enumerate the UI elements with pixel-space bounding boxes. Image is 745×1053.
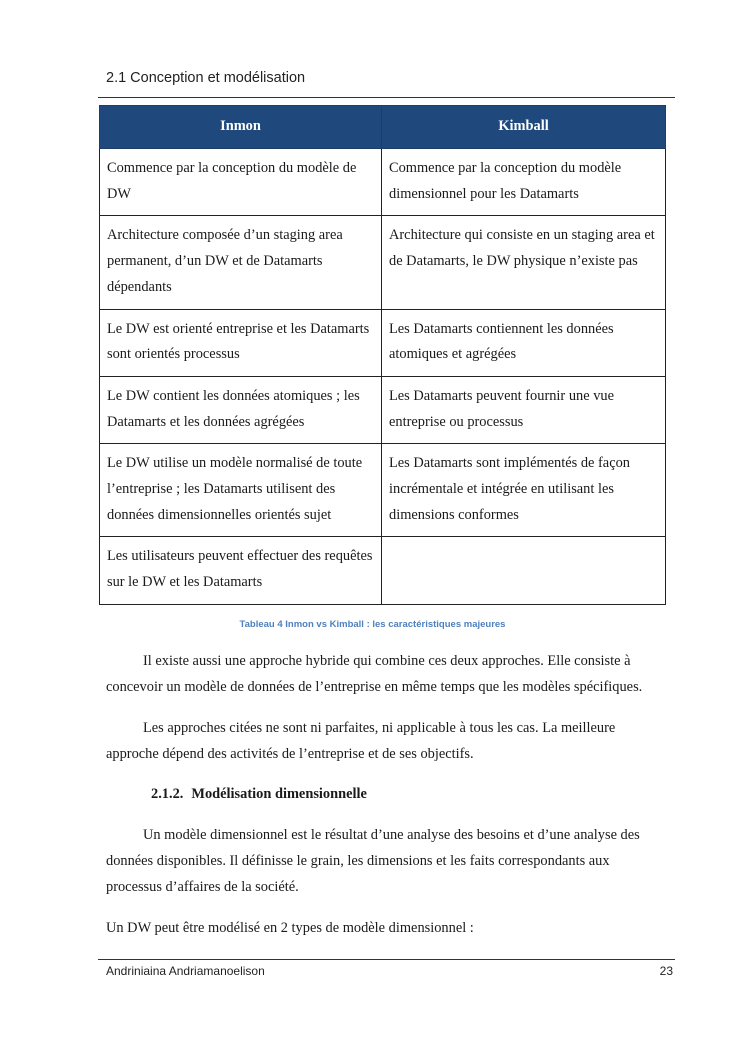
table-cell: Les Datamarts contiennent les données atomiques et agrégées bbox=[382, 309, 666, 376]
table-cell: Le DW contient les données atomiques ; les Datamarts et les données agrégées bbox=[100, 376, 382, 443]
table-row bbox=[100, 216, 666, 309]
section-title: 2.1 Conception et modélisation bbox=[106, 70, 306, 86]
table-row bbox=[100, 444, 666, 537]
paragraph-text: Un DW peut être modélisé en 2 types de modèle dimensionnel : bbox=[106, 920, 474, 936]
footer-author: Andriniaina Andriamanoelison bbox=[106, 964, 265, 978]
table-row bbox=[100, 376, 666, 443]
comparison-table bbox=[99, 105, 666, 605]
column-header-kimball: Kimball bbox=[382, 106, 666, 149]
table-cell: Les utilisateurs peuvent effectuer des requêtes sur le DW et les Datamarts bbox=[100, 537, 382, 604]
table-row bbox=[100, 149, 666, 216]
table-cell: Commence par la conception du modèle de DW bbox=[100, 149, 382, 216]
table-cell bbox=[382, 537, 666, 604]
table-caption: Tableau 4 Inmon vs Kimball : les caractéristiques majeures bbox=[239, 619, 506, 630]
table-row bbox=[100, 309, 666, 376]
paragraph-text: Les approches citées ne sont ni parfaites, ni applicable à tous les cas. La meilleure approche dépend des activités de l’entreprise et de ses objectifs. bbox=[106, 720, 616, 762]
footer-divider bbox=[98, 959, 675, 960]
table-row bbox=[100, 537, 666, 604]
table-cell: Les Datamarts peuvent fournir une vue entreprise ou processus bbox=[382, 376, 666, 443]
table-cell: Architecture qui consiste en un staging area et de Datamarts, le DW physique n’existe pas bbox=[382, 216, 666, 309]
paragraph bbox=[106, 716, 668, 768]
table-cell: Architecture composée d’un staging area permanent, d’un DW et de Datamarts dépendants bbox=[100, 216, 382, 309]
header-divider bbox=[98, 97, 675, 98]
subsection-title: Modélisation dimensionnelle bbox=[191, 786, 367, 802]
paragraph bbox=[106, 649, 668, 701]
subsection-heading bbox=[151, 786, 367, 803]
table-cell: Le DW est orienté entreprise et les Datamarts sont orientés processus bbox=[100, 309, 382, 376]
table-header-row bbox=[100, 106, 666, 149]
subsection-number: 2.1.2. bbox=[151, 786, 184, 802]
table-cell: Commence par la conception du modèle dimensionnel pour les Datamarts bbox=[382, 149, 666, 216]
paragraph bbox=[106, 823, 668, 900]
paragraph-text: Un modèle dimensionnel est le résultat d’une analyse des besoins et d’une analyse des données disponibles. Il définisse le grain, les dimensions et les faits correspondants aux processus d’affaires de la société. bbox=[106, 827, 640, 895]
table-cell: Le DW utilise un modèle normalisé de toute l’entreprise ; les Datamarts utilisent des données dimensionnelles orientés sujet bbox=[100, 444, 382, 537]
page-number: 23 bbox=[659, 964, 673, 978]
column-header-inmon: Inmon bbox=[100, 106, 382, 149]
table-cell: Les Datamarts sont implémentés de façon incrémentale et intégrée en utilisant les dimensions conformes bbox=[382, 444, 666, 537]
paragraph-text: Il existe aussi une approche hybride qui combine ces deux approches. Elle consiste à concevoir un modèle de données de l’entreprise en même temps que les modèles spécifiques. bbox=[106, 653, 643, 695]
paragraph bbox=[106, 916, 668, 942]
